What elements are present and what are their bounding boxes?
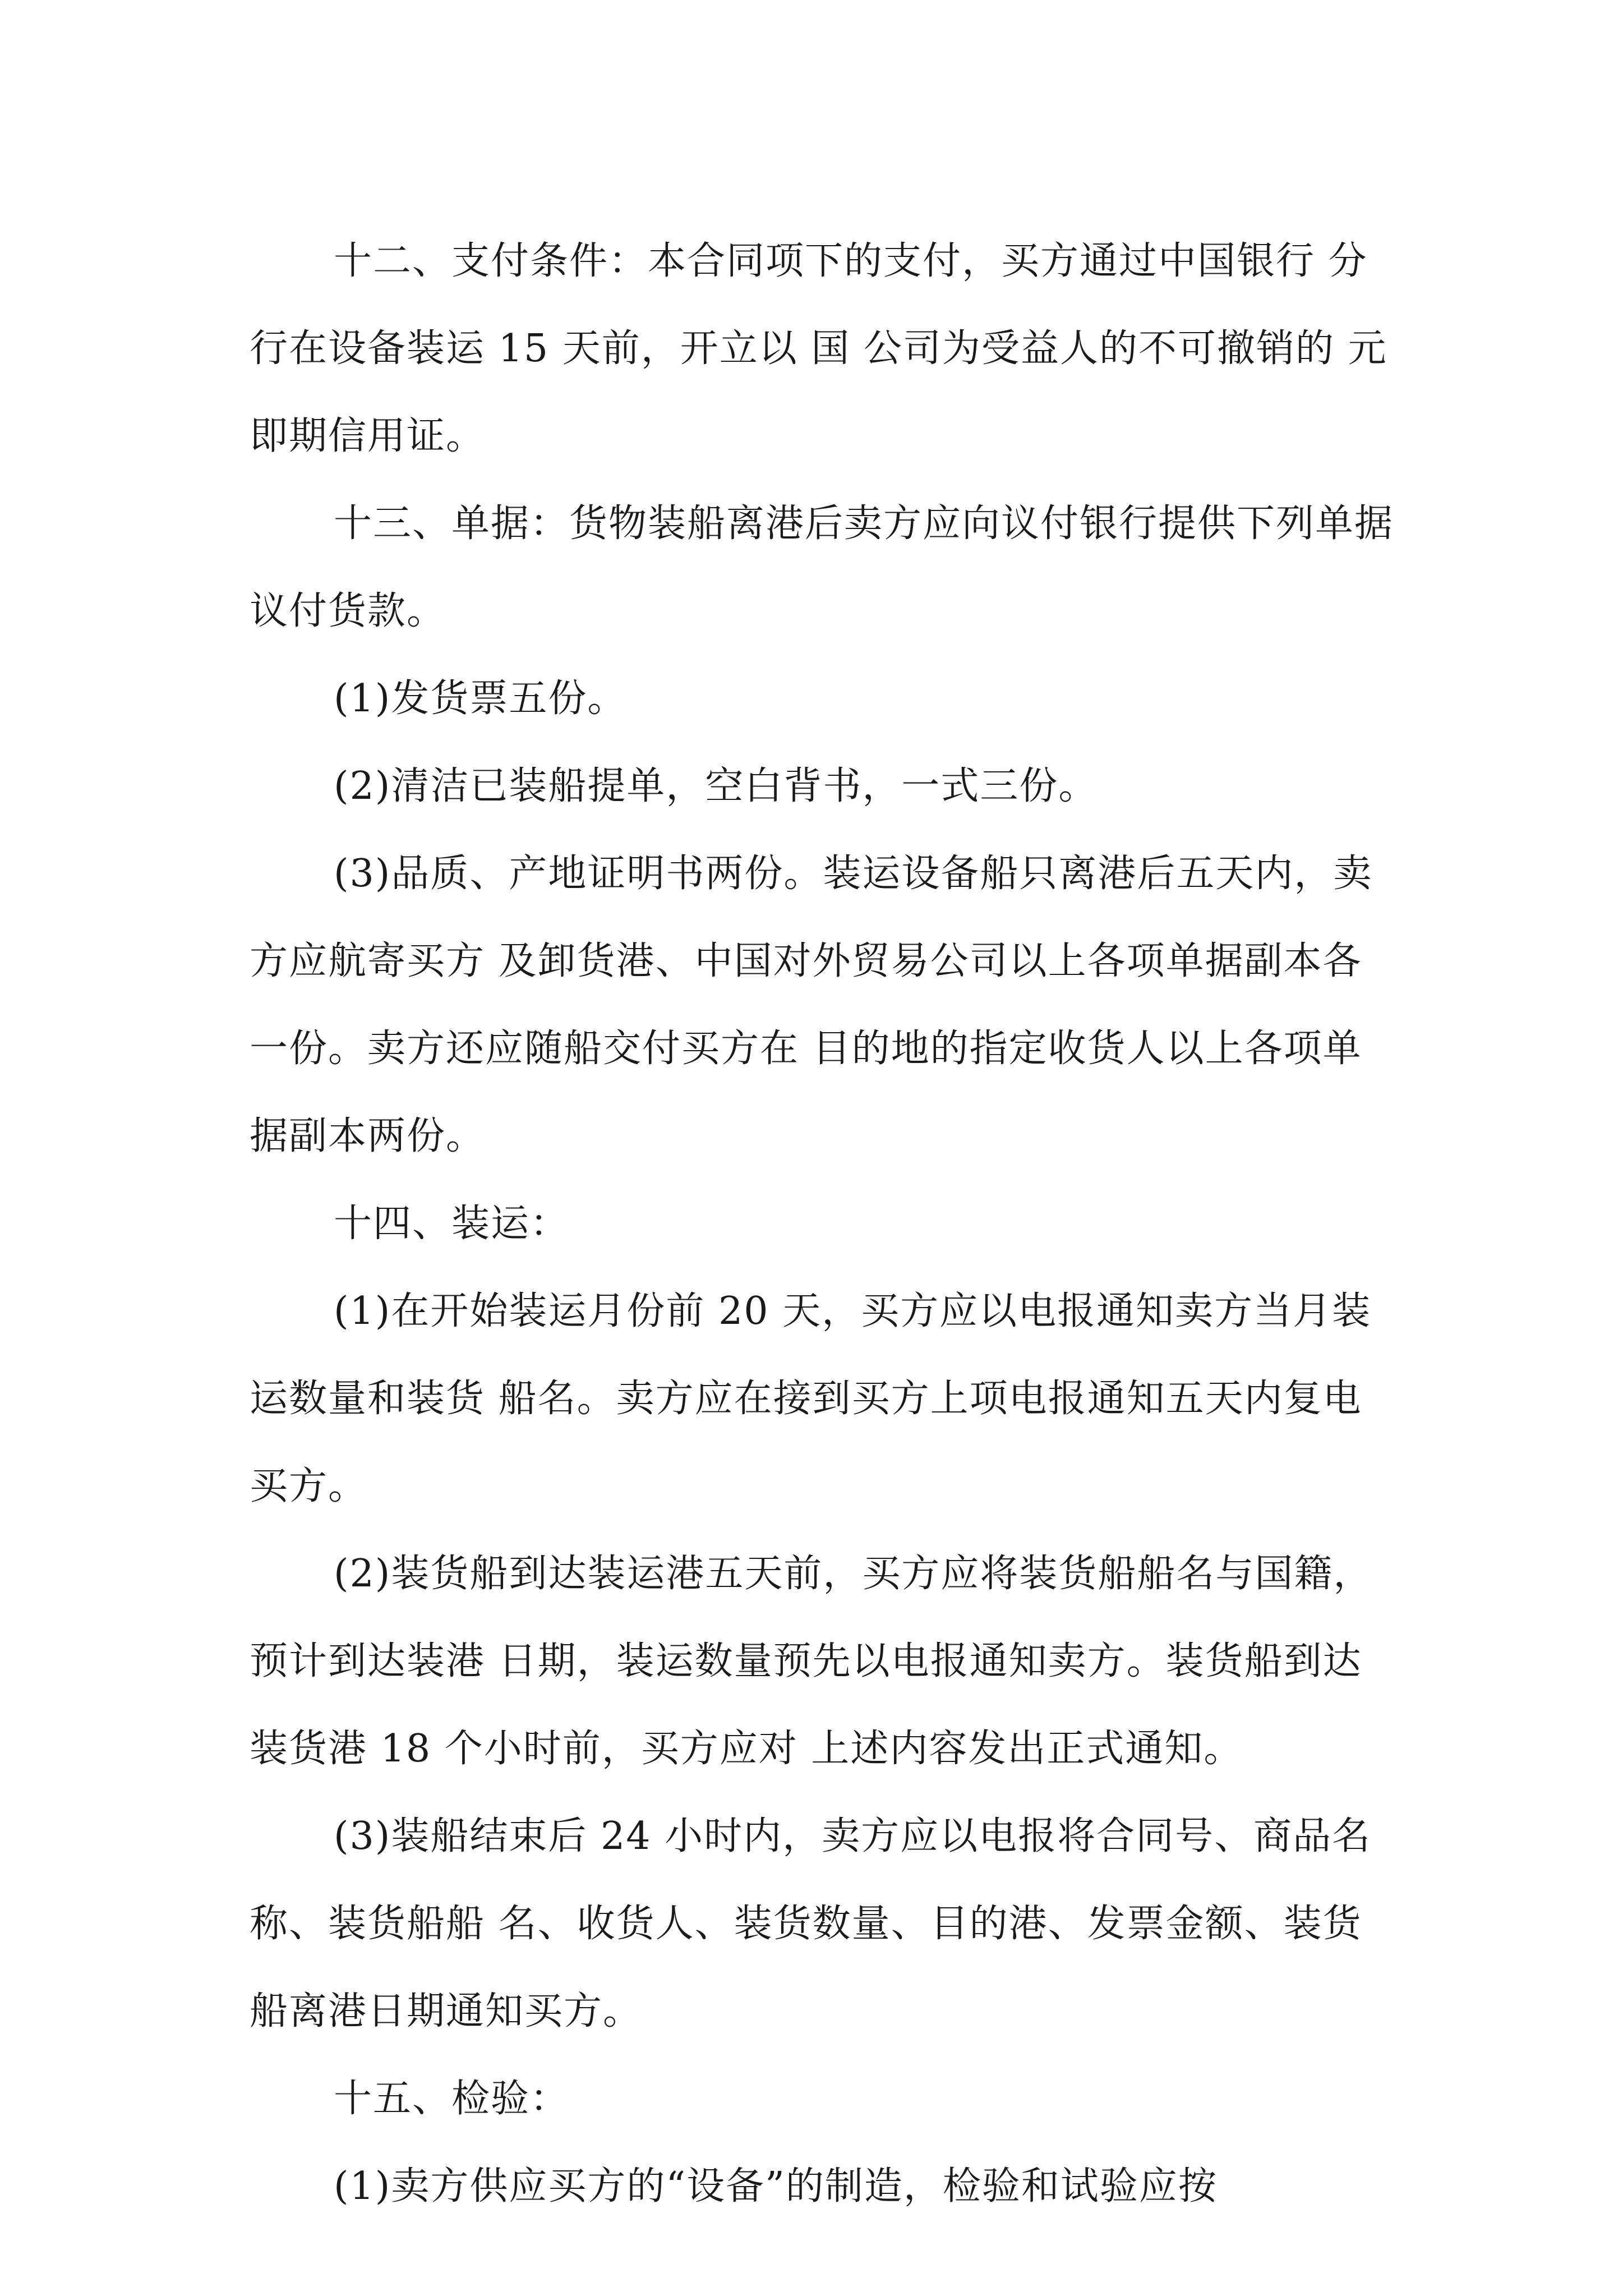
clause-14-item-3: (3)装船结束后 24 小时内，卖方应以电报将合同号、商品名称、装货船船 名、收货人、装货数量、目的港、发票金额、装货船离港日期通知买方。 — [250, 1814, 1372, 2033]
clause-15-item-1: (1)卖方供应买方的“设备”的制造，检验和试验应按 — [334, 2164, 1218, 2208]
clause-14-item-2: (2)装货船到达装运港五天前，买方应将装货船船名与国籍，预计到达装港 日期，装运数量预先以电报通知卖方。装货船到达装货港 18 个小时前，买方应对 上述内容发出正式通知。 — [250, 1552, 1373, 1771]
clause-12-payment: 十二、支付条件：本合同项下的支付，买方通过中国银行 分行在设备装运 15 天前，开立以 国 公司为受益人的不可撤销的 元即期信用证。 — [250, 239, 1387, 458]
clause-13-item-1: (1)发货票五份。 — [334, 677, 627, 721]
clause-14-shipment: 十四、装运： — [334, 1202, 570, 1246]
clause-15-inspection: 十五、检验： — [334, 2077, 570, 2121]
clause-13-documents: 十三、单据：货物装船离港后卖方应向议付银行提供下列单据议付货款。 — [250, 501, 1394, 633]
document-body — [250, 218, 1399, 2230]
clause-13-item-2: (2)清洁已装船提单，空白背书，一式三份。 — [334, 764, 1098, 808]
clause-14-item-1: (1)在开始装运月份前 20 天，买方应以电报通知卖方当月装运数量和装货 船名。卖方应在接到买方上项电报通知五天内复电买方。 — [250, 1289, 1372, 1508]
clause-13-item-3: (3)品质、产地证明书两份。装运设备船只离港后五天内，卖方应航寄买方 及卸货港、中国对外贸易公司以上各项单据副本各一份。卖方还应随船交付买方在 目的地的指定收货人以上各项单据副本两份。 — [250, 852, 1373, 1158]
